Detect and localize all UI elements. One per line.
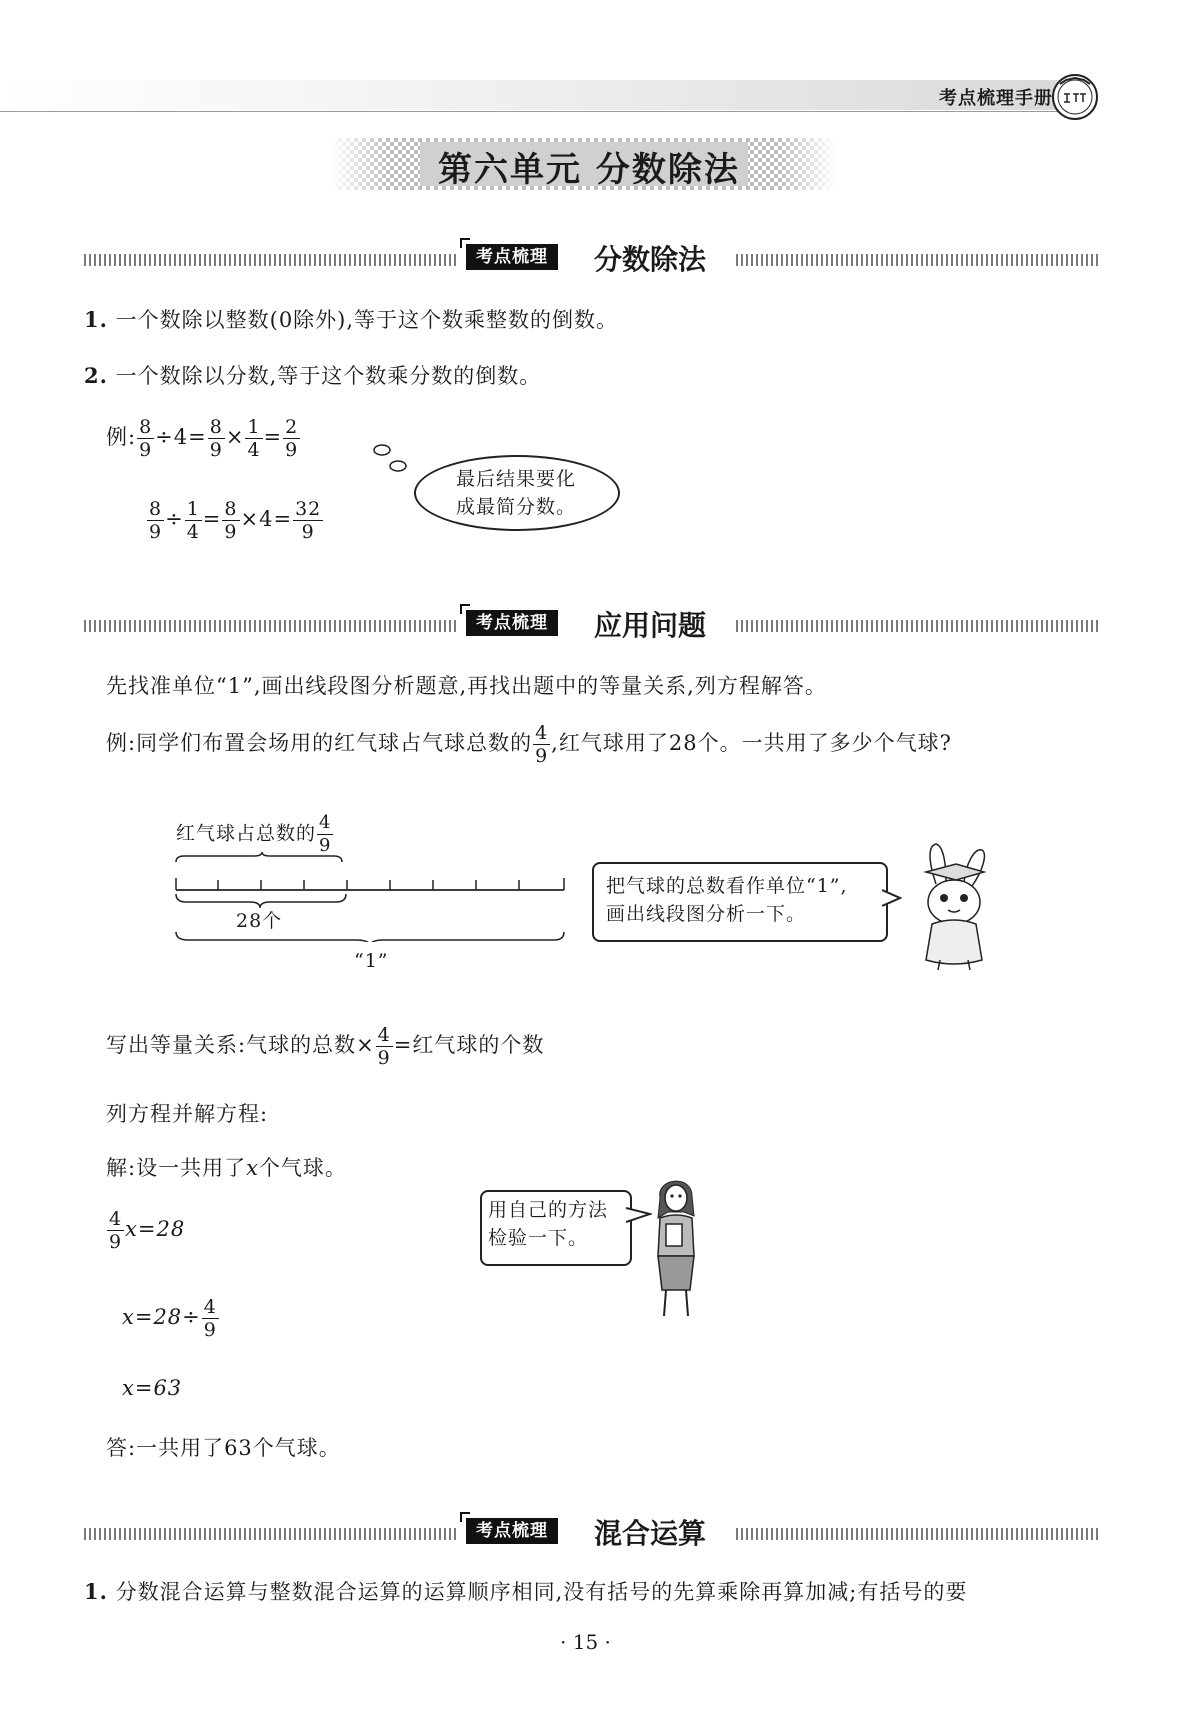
section-rule-right (736, 1528, 1098, 1540)
rule-text: 分数混合运算与整数混合运算的运算顺序相同,没有括号的先算乘除再算加减;有括号的要 (115, 1580, 968, 1604)
example-1-line-2 (146, 498, 324, 543)
question-text: ,红气球用了28个。一共用了多少个气球? (551, 731, 952, 755)
diagram-unit-one: “1” (354, 950, 389, 972)
section-rule-left (84, 254, 456, 266)
fraction: $\frac{4}{9}$ (319, 812, 332, 856)
operator: = (263, 425, 283, 449)
solve-text: 个气球。 (258, 1156, 347, 1180)
bubble-line: 最后结果要化 (456, 468, 577, 490)
callout-pointer (882, 888, 902, 908)
relation-text: 写出等量关系:气球的总数× (106, 1033, 375, 1057)
section-title: 分数除法 (594, 243, 707, 276)
header-manual-title: 考点梳理手册 (939, 88, 1053, 109)
equation-text: x=28÷ (122, 1305, 201, 1329)
mixed-rule-1 (84, 1576, 967, 1606)
equation-step-3: x=63 (122, 1376, 183, 1400)
solve-variable: x (246, 1156, 259, 1180)
fraction: $\frac{4}{9}$ (535, 722, 549, 767)
whole-brace (176, 932, 564, 942)
header-rule (0, 111, 1090, 112)
example-1-line-1 (106, 416, 301, 461)
callout-line: 检验一下。 (488, 1227, 589, 1249)
chapter-title: 第六单元 分数除法 (438, 150, 740, 190)
fraction: $\frac{8}{9}$ (209, 416, 223, 461)
diagram-count: 28个 (236, 910, 283, 932)
operator: ÷4= (155, 425, 207, 449)
page-number: · 15 · (560, 1630, 611, 1654)
operator: ×4= (240, 507, 293, 531)
rule-text: 一个数除以分数,等于这个数乘分数的倒数。 (115, 364, 542, 388)
fraction: $\frac{4}{9}$ (203, 1296, 217, 1341)
equation-step-2 (122, 1296, 220, 1341)
top-brace (176, 852, 342, 862)
section-rule-left (84, 1528, 456, 1540)
rule-number: 1. (84, 1579, 108, 1604)
callout-line: 用自己的方法 (488, 1199, 609, 1221)
rule-text: 一个数除以整数(0除外),等于这个数乘整数的倒数。 (115, 308, 619, 332)
section-title: 混合运算 (594, 1517, 707, 1550)
operator: × (225, 425, 245, 449)
diagram-label-text: 红气球占总数的 (176, 822, 317, 845)
solve-line (106, 1152, 347, 1182)
operator: ÷ (165, 507, 184, 531)
callout-rabbit-text (606, 872, 848, 928)
segment-ticks (176, 878, 564, 890)
fraction: $\frac{32}{9}$ (295, 498, 322, 543)
operator: = (202, 507, 222, 531)
callout-teacher-text (488, 1196, 608, 1252)
thought-dots (370, 440, 420, 480)
rule-2 (84, 360, 541, 390)
section-title: 应用问题 (594, 609, 707, 642)
thought-bubble-text (456, 465, 576, 521)
rule-1 (84, 304, 618, 334)
example-2-question (106, 722, 952, 767)
section-tag: 考点梳理 (466, 1518, 558, 1544)
segment-diagram (170, 852, 570, 942)
rule-number: 2. (84, 363, 108, 388)
fraction: $\frac{2}{9}$ (285, 416, 299, 461)
fraction: $\frac{4}{9}$ (377, 1024, 391, 1069)
fraction: $\frac{1}{4}$ (247, 416, 261, 461)
answer: 答:一共用了63个气球。 (106, 1436, 341, 1460)
fraction: $\frac{4}{9}$ (109, 1208, 123, 1253)
equation-label: 列方程并解方程: (106, 1102, 269, 1126)
method-intro: 先找准单位“1”,画出线段图分析题意,再找出题中的等量关系,列方程解答。 (106, 674, 827, 698)
section-rule-right (736, 254, 1098, 266)
section-tag: 考点梳理 (466, 610, 558, 636)
relation-text: =红气球的个数 (393, 1033, 545, 1057)
callout-line: 把气球的总数看作单位“1”, (606, 875, 848, 897)
rabbit-illustration (906, 842, 1002, 972)
teacher-illustration (646, 1172, 706, 1322)
question-text: 例:同学们布置会场用的红气球占气球总数的 (106, 731, 533, 755)
publisher-logo (1050, 72, 1100, 122)
solve-text: 解:设一共用了 (106, 1156, 247, 1180)
equation-text: x=28 (125, 1217, 186, 1241)
rule-number: 1. (84, 307, 108, 332)
bubble-line: 成最简分数。 (456, 496, 577, 518)
diagram-label (176, 812, 334, 857)
fraction: $\frac{8}{9}$ (139, 416, 153, 461)
section-rule-right (736, 620, 1098, 632)
callout-line: 画出线段图分析一下。 (606, 903, 807, 925)
equation-step-1 (106, 1208, 185, 1253)
fraction: $\frac{8}{9}$ (224, 498, 238, 543)
section-tag: 考点梳理 (466, 244, 558, 270)
example-label: 例: (106, 425, 137, 449)
section-rule-left (84, 620, 456, 632)
fraction: $\frac{1}{4}$ (186, 498, 200, 543)
header-band (0, 80, 1090, 110)
equal-relation (106, 1024, 544, 1069)
fraction: $\frac{8}{9}$ (149, 498, 163, 543)
